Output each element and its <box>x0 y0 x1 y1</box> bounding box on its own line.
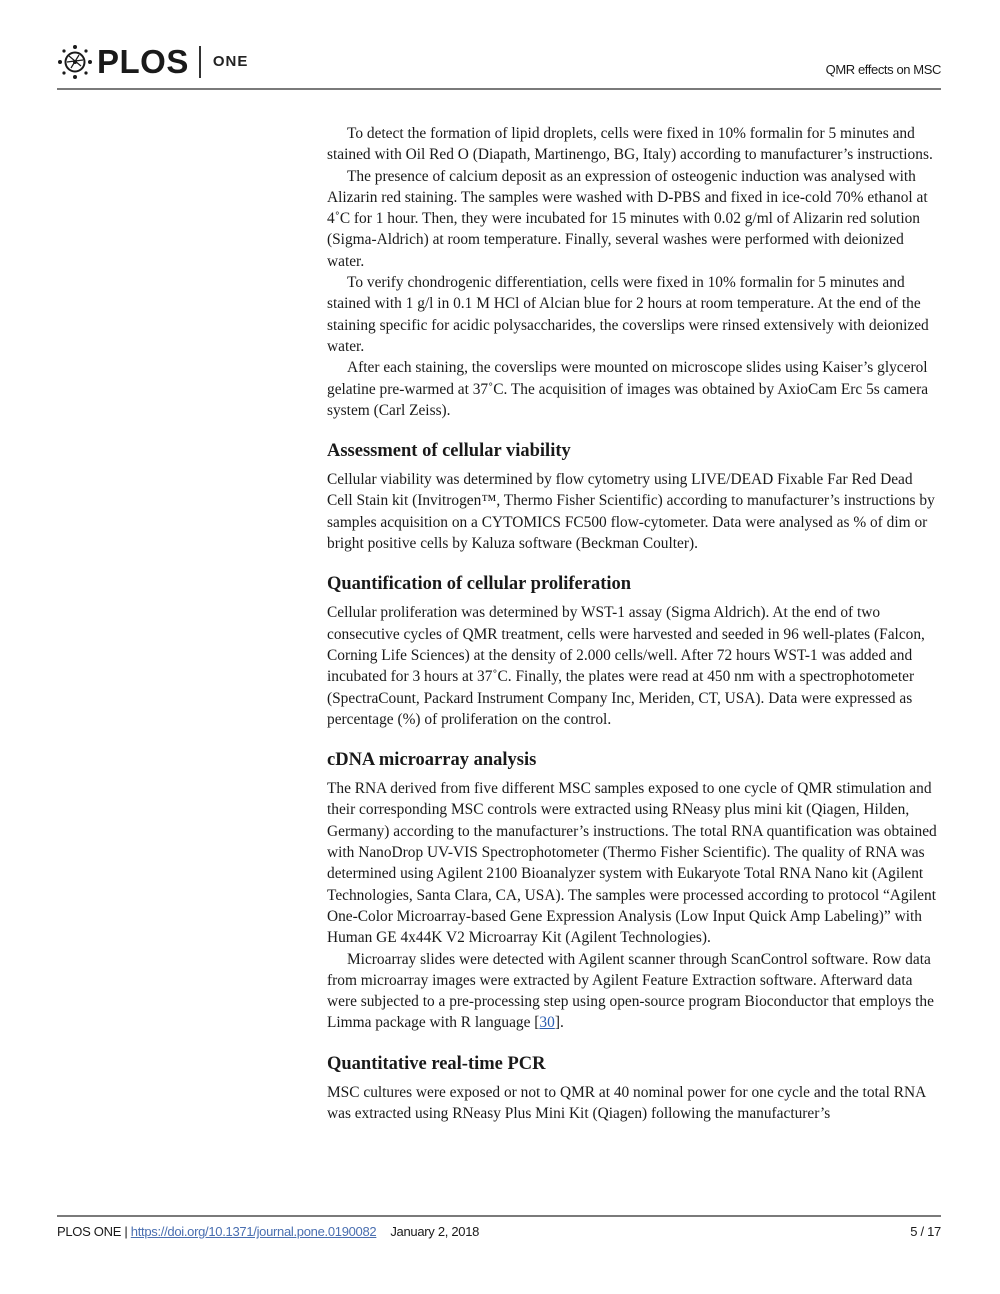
plos-globe-icon <box>57 44 93 80</box>
footer-rule <box>57 1215 941 1217</box>
paragraph: The RNA derived from five different MSC samples exposed to one cycle of QMR stimulation and their corresponding MSC controls were extracted using RNeasy plus mini kit (Qiagen, Hilden, Germany) according to the manufacturer’s instructions. The total RNA quantification was obtained with NanoDrop UV-VIS Spectrophotometer (Thermo Fisher Scientific). The quality of RNA was determined using Agilent 2100 Bioanalyzer system with Eukaryote Total RNA Nano kit (Agilent Technologies, Santa Clara, CA, USA). The samples were processed according to protocol “Agilent One-Color Microarray-based Gene Expression Analysis (Low Input Quick Amp Labeling)” with Human GE 4x44K V2 Microarray Kit (Agilent Technologies). <box>327 780 937 947</box>
section-heading: Assessment of cellular viability <box>327 441 571 462</box>
section-cdna-microarray <box>327 748 942 1034</box>
page-number: 5 / 17 <box>910 1224 941 1239</box>
logo-plos-text: PLOS <box>97 43 189 80</box>
section-heading: cDNA microarray analysis <box>327 750 537 771</box>
section-heading: Quantification of cellular proliferation <box>327 574 632 595</box>
citation-close: ]. <box>554 1014 564 1032</box>
paragraph: Cellular proliferation was determined by WST-1 assay (Sigma Aldrich). At the end of two consecutive cycles of QMR treatment, cells were harvested and seeded in 96 well-plates (Falcon, Corning Life Sciences) at the density of 2.000 cells/well. After 72 hours WST-1 was added and incubated for 3 hours at 37˚C. Finally, the plates were read at 450 nm with a spectrophotometer (SpectraCount, Packard Instrument Company Inc, Meriden, CT, USA). Data were expressed as percentage (%) of proliferation on the control. <box>327 604 925 728</box>
section-qrt-pcr <box>327 1052 942 1125</box>
logo-one-text: ONE <box>212 53 249 70</box>
publication-date: January 2, 2018 <box>390 1224 480 1239</box>
citation-open: [ <box>534 1014 540 1032</box>
plos-one-logo <box>57 44 248 80</box>
page-footer <box>57 1215 941 1239</box>
page-header <box>57 40 941 112</box>
paragraph <box>327 949 942 1034</box>
section-heading: Quantitative real-time PCR <box>327 1053 546 1074</box>
paragraph: To verify chondrogenic differentiation, cells were fixed in 10% formalin for 5 minutes and stained with 1 g/l in 0.1 M HCl of Alcian blue for 2 hours at room temperature. At the end of the staining specific for acidic polysaccharides, the coverslips were rinsed extensively with deionized water. <box>327 274 929 355</box>
citation-link[interactable]: 30 <box>539 1014 555 1032</box>
doi-link[interactable]: https://doi.org/10.1371/journal.pone.0190082 <box>130 1224 377 1239</box>
article-body <box>327 123 942 1124</box>
logo-divider <box>199 46 201 78</box>
running-title: QMR effects on MSC <box>825 62 941 77</box>
paragraph-text: Microarray slides were detected with Agilent scanner through ScanControl software. Row data from microarray images were extracted by Agilent Feature Extraction software. Afterward data were subjected to a pre-processing step using open-source program Bioconductor that employs the Limma package with R language <box>327 950 934 1032</box>
section-cellular-viability <box>327 439 942 554</box>
paragraph: To detect the formation of lipid droplets, cells were fixed in 10% formalin for 5 minutes and stained with Oil Red O (Diapath, Martinengo, BG, Italy) according to manufacturer’s instructions. <box>327 125 933 164</box>
section-cellular-proliferation <box>327 572 942 730</box>
footer-citation <box>57 1224 479 1239</box>
paragraph: MSC cultures were exposed or not to QMR at 40 nominal power for one cycle and the total RNA was extracted using RNeasy Plus Mini Kit (Qiagen) following the manufacturer’s <box>327 1083 926 1122</box>
header-rule <box>57 88 941 90</box>
paragraph: The presence of calcium deposit as an expression of osteogenic induction was analysed with Alizarin red staining. The samples were washed with D-PBS and fixed in ice-cold 70% ethanol at 4˚C for 1 hour. Then, they were incubated for 15 minutes with 0.02 g/ml of Alizarin red solution (Sigma-Aldrich) at room temperature. Finally, several washes were performed with deionized water. <box>327 167 928 270</box>
paragraph: After each staining, the coverslips were mounted on microscope slides using Kaiser’s glycerol gelatine pre-warmed at 37˚C. The acquisition of images was obtained by AxioCam Erc 5s camera system (Carl Zeiss). <box>327 359 929 419</box>
paragraph: Cellular viability was determined by flow cytometry using LIVE/DEAD Fixable Far Red Dead Cell Stain kit (Invitrogen™, Thermo Fisher Scientific) according to manufacturer’s instructions by samples acquisition on a CYTOMICS FC500 flow-cytometer. Data were analysed as % of dim or bright positive cells by Kaluza software (Beckman Coulter). <box>327 471 935 553</box>
footer-journal: PLOS ONE | <box>57 1224 131 1239</box>
